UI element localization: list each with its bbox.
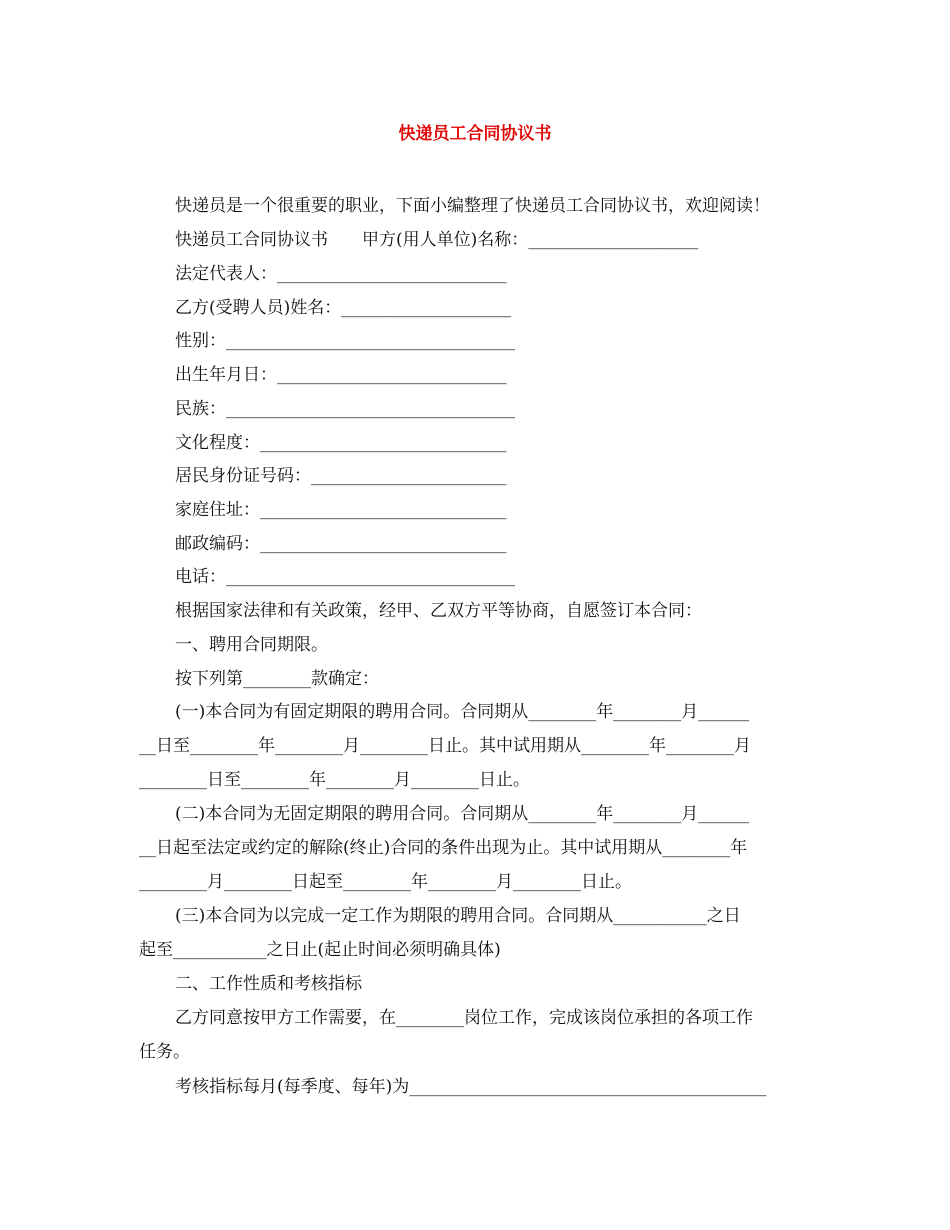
clause-1-line: ________日至________年________月________日止。 (139, 770, 530, 790)
work-line: 乙方同意按甲方工作需要，在________岗位工作，完成该岗位承担的各项工作 (175, 1008, 753, 1028)
postal-code-field: 邮政编码：_____________________________ (175, 534, 507, 554)
clause-3-line: (三)本合同为以完成一定工作为期限的聘用合同。合同期从___________之日 (175, 906, 741, 926)
clause-1-line: __日至________年________月________日止。其中试用期从________年________月 (139, 736, 751, 756)
clause-3-line: 起至___________之日止(起止时间必须明确具体) (139, 940, 501, 960)
address-field: 家庭住址：_____________________________ (175, 500, 507, 520)
clause-selection-line: 按下列第________款确定： (175, 669, 379, 689)
clause-2-line: ________月________日起至________年________月________日止。 (139, 872, 632, 892)
legal-representative-field: 法定代表人：___________________________ (175, 264, 507, 284)
clause-2-line: __日起至法定或约定的解除(终止)合同的条件出现为止。其中试用期从________年 (139, 838, 748, 858)
party-a-name-field: 快递员工合同协议书 甲方(用人单位)名称：____________________ (175, 230, 699, 250)
clause-2-line: (二)本合同为无固定期限的聘用合同。合同期从________年________月______ (175, 804, 750, 824)
id-number-field: 居民身份证号码：_______________________ (175, 466, 507, 486)
clause-1-line: (一)本合同为有固定期限的聘用合同。合同期从________年________月______ (175, 702, 750, 722)
intro-line: 快递员是一个很重要的职业，下面小编整理了快递员工合同协议书，欢迎阅读！ (175, 196, 770, 216)
work-line: 任务。 (139, 1042, 190, 1062)
assessment-line: 考核指标每月(每季度、每年)为__________________________________________ (175, 1077, 767, 1097)
ethnicity-field: 民族：__________________________________ (175, 399, 515, 419)
phone-field: 电话：__________________________________ (175, 567, 515, 587)
preamble-line: 根据国家法律和有关政策，经甲、乙双方平等协商，自愿签订本合同： (175, 601, 702, 621)
birth-date-field: 出生年月日：___________________________ (175, 365, 507, 385)
section-heading-term: 一、聘用合同期限。 (175, 635, 328, 655)
education-field: 文化程度：_____________________________ (175, 433, 507, 453)
section-heading-work: 二、工作性质和考核指标 (175, 974, 362, 994)
party-b-name-field: 乙方(受聘人员)姓名：____________________ (175, 298, 512, 318)
gender-field: 性别：__________________________________ (175, 331, 515, 351)
document-title: 快递员工合同协议书 (398, 124, 552, 144)
